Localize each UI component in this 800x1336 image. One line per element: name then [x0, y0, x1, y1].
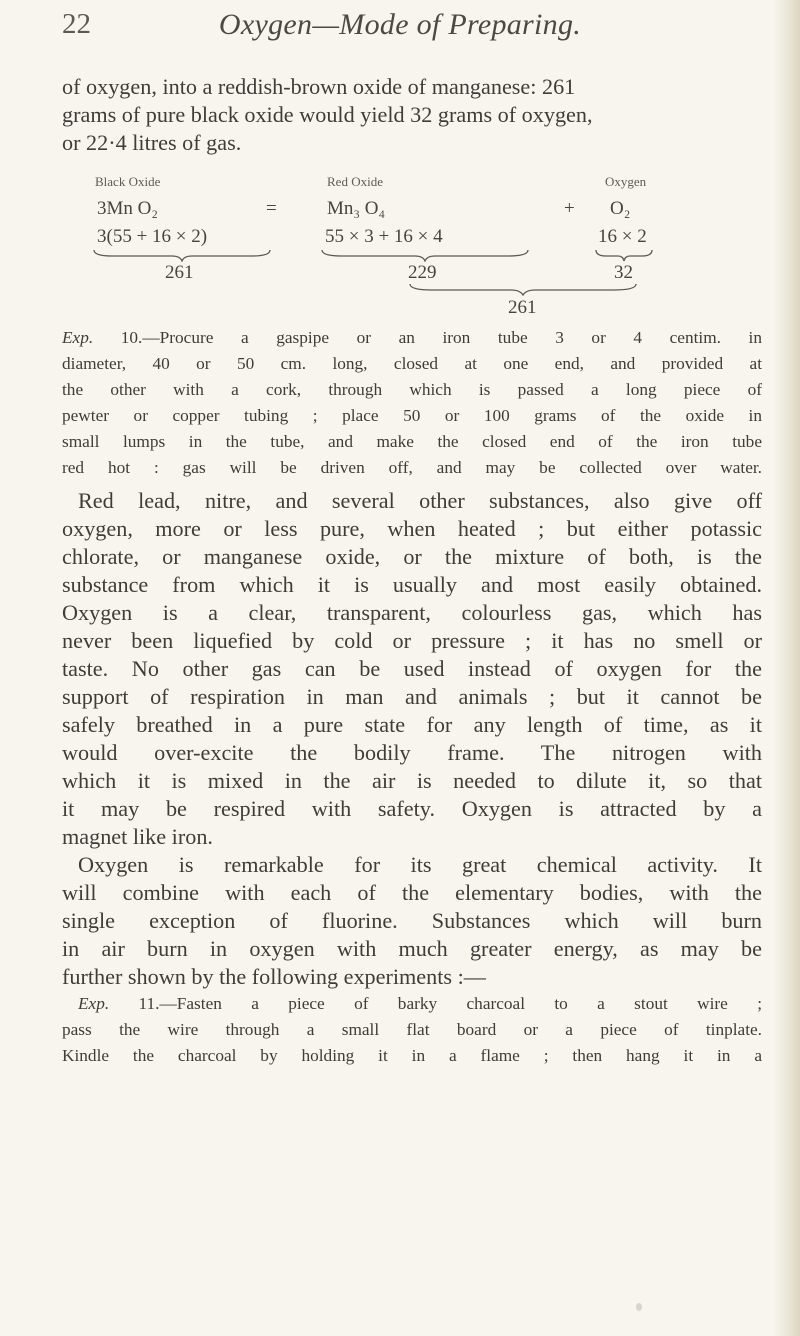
- intro-line: grams of pure black oxide would yield 32 grams of oxygen,: [62, 102, 593, 127]
- body-line: Oxygen is a clear, transparent, colourless gas, which has: [62, 600, 762, 625]
- weight-red-oxide: 55 × 3 + 16 × 4: [325, 226, 443, 247]
- body-line: would over-excite the bodily frame. The nitrogen with: [62, 740, 762, 765]
- intro-line: of oxygen, into a reddish-brown oxide of manganese: 261: [62, 74, 576, 99]
- body-line: in air burn in oxygen with much greater energy, as may be: [62, 936, 762, 961]
- equals-sign: =: [266, 198, 277, 219]
- exp10-line: red hot : gas will be driven off, and may be collected over water.: [62, 458, 762, 477]
- exp10-line: pewter or copper tubing ; place 50 or 100 grams of the oxide in: [62, 406, 762, 425]
- heading-black-oxide: Black Oxide: [95, 174, 161, 189]
- subtotal-oxygen: 32: [614, 262, 633, 283]
- body-line: safely breathed in a pure state for any length of time, as it: [62, 712, 762, 737]
- subtotal-red-oxide: 229: [408, 262, 437, 283]
- body-line: never been liquefied by cold or pressure ; it has no smell or: [62, 628, 762, 653]
- body-line: further shown by the following experiments :—: [62, 964, 486, 989]
- exp-label: Exp.: [62, 328, 94, 347]
- body-line: taste. No other gas can be used instead of oxygen for the: [62, 656, 762, 681]
- formula-oxygen: O₂: [610, 198, 631, 219]
- formula-red-oxide: Mn₃ O₄: [327, 198, 386, 219]
- exp10-line: the other with a cork, through which is passed a long piece of: [62, 380, 762, 399]
- exp10-line: Exp. 10.—Procure a gaspipe or an iron tube 3 or 4 centim. in: [62, 328, 762, 347]
- body-line: magnet like iron.: [62, 824, 213, 849]
- page-number: 22: [62, 8, 91, 40]
- heading-oxygen: Oxygen: [605, 174, 647, 189]
- total-weight: 261: [508, 297, 537, 318]
- body-line: single exception of fluorine. Substances which will burn: [62, 908, 762, 933]
- body-line: oxygen, more or less pure, when heated ; but either potassic: [62, 516, 762, 541]
- page-edge-shadow: [774, 0, 800, 1336]
- formula-black-oxide: 3Mn O₂: [97, 198, 158, 219]
- body-line: it may be respired with safety. Oxygen is attracted by a: [62, 796, 762, 821]
- subtotal-black-oxide: 261: [165, 262, 194, 283]
- exp11-line: Kindle the charcoal by holding it in a flame ; then hang it in a: [62, 1046, 762, 1065]
- body-line: which it is mixed in the air is needed to dilute it, so that: [62, 768, 762, 793]
- exp-label: Exp.: [78, 994, 110, 1013]
- brace-total: [408, 282, 638, 296]
- brace-red-oxide: [320, 248, 530, 262]
- page-header: [0, 8, 800, 44]
- plus-sign: +: [564, 198, 575, 219]
- brace-oxygen: [594, 248, 654, 262]
- running-title: Oxygen—Mode of Preparing.: [218, 8, 582, 41]
- body-line: Oxygen is remarkable for its great chemical activity. It: [78, 852, 762, 877]
- intro-line: or 22·4 litres of gas.: [62, 130, 242, 155]
- exp10-line: diameter, 40 or 50 cm. long, closed at one end, and provided at: [62, 354, 762, 373]
- body-line: will combine with each of the elementary bodies, with the: [62, 880, 762, 905]
- exp11-line: Exp. 11.—Fasten a piece of barky charcoal to a stout wire ;: [78, 994, 762, 1013]
- body-line: chlorate, or manganese oxide, or the mixture of both, is the: [62, 544, 762, 569]
- paper-spot: [636, 1303, 642, 1311]
- weight-black-oxide: 3(55 + 16 × 2): [97, 226, 208, 247]
- body-line: support of respiration in man and animals ; but it cannot be: [62, 684, 762, 709]
- body-line: substance from which it is usually and most easily obtained.: [62, 572, 762, 597]
- exp10-line: small lumps in the tube, and make the closed end of the iron tube: [62, 432, 762, 451]
- weight-oxygen: 16 × 2: [598, 226, 647, 247]
- exp11-line: pass the wire through a small flat board or a piece of tinplate.: [62, 1020, 762, 1039]
- heading-red-oxide: Red Oxide: [327, 174, 383, 189]
- body-line: Red lead, nitre, and several other substances, also give off: [78, 488, 762, 513]
- brace-black-oxide: [92, 248, 272, 262]
